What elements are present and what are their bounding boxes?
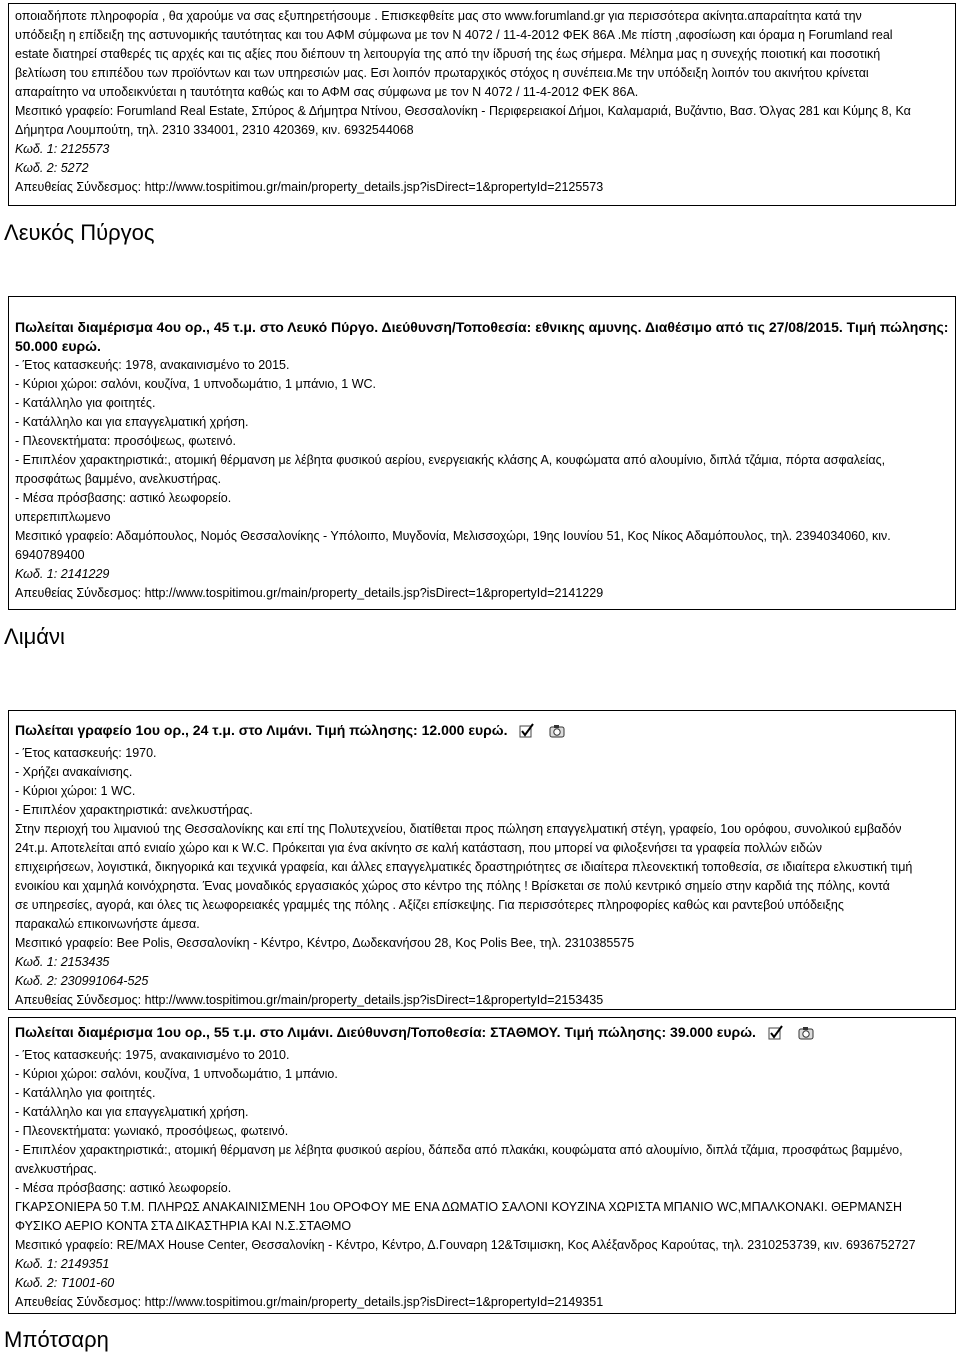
description-line: Στην περιοχή του λιμανιού της Θεσσαλονίκης και επί της Πολυτεχνείου, διατίθεται προς πώληση επαγγελματική στέγη, γραφείο, 1ου ορόφου, συνολικού εμβαδόν — [15, 821, 902, 836]
camera-icon[interactable] — [549, 724, 565, 743]
description-line: βελτίωση του επιπέδου των προϊόντων και των υπηρεσιών μας. Εσι λοιπόν πρωταρχικός στόχος η συνέπεια.Με την υπόδειξη λοιπόν του ακινήτου κρίνεται — [15, 66, 869, 80]
checkbox-icon[interactable] — [768, 1025, 784, 1046]
feature-line: - Μέσα πρόσβασης: αστικό λεωφορείο. — [15, 1180, 232, 1195]
feature-line: προσφάτως βαμμένο, ανελκυστήρας. — [15, 472, 222, 486]
direct-link[interactable]: Απευθείας Σύνδεσμος: http://www.tospitimou.gr/main/property_details.jsp?isDirect=1&propertyId=2141229 — [15, 586, 604, 600]
code-1: Κωδ. 1: 2149351 — [15, 1256, 110, 1271]
agency-line: Δήμητρα Λουμπούτη, τηλ. 2310 334001, 2310 420369, κιν. 6932544068 — [15, 123, 414, 137]
code-1: Κωδ. 1: 2141229 — [15, 567, 110, 581]
feature-line: - Επιπλέον χαρακτηριστικά: ανελκυστήρας. — [15, 802, 253, 817]
feature-line: - Πλεονεκτήματα: γωνιακό, προσόψεως, φωτεινό. — [15, 1123, 289, 1138]
agency-line: Μεσιτικό γραφείο: Bee Polis, Θεσσαλονίκη - Κέντρο, Κέντρο, Δωδεκανήσου 28, Κος Polis Bee, τηλ. 2310385575 — [15, 935, 635, 950]
feature-line: - Επιπλέον χαρακτηριστικά:, ατομική θέρμανση με λέβητα φυσικού αερίου, δάπεδα από πλακάκι, κουφώματα από αλουμίνιο, διπλά τζάμια, προσφάτως βαμμένο, — [15, 1142, 903, 1157]
feature-line: - Πλεονεκτήματα: προσόψεως, φωτεινό. — [15, 434, 236, 448]
listing-icons — [519, 723, 575, 744]
code-2: Κωδ. 2: 230991064-525 — [15, 973, 149, 988]
section-heading-botsari: Μπότσαρη — [4, 1327, 109, 1352]
feature-line: ανελκυστήρας. — [15, 1161, 97, 1176]
description-line: ενοικίου και χαμηλά κοινόχρηστα. Ένας μοναδικός εργασιακός χώρος στο κέντρο της πόλης ! Βρίσκεται σε πολύ κεντρικό σημείο στην καρδιά της πόλης, κοντά — [15, 878, 890, 893]
checkbox-icon[interactable] — [519, 723, 535, 744]
listing-title-text: Πωλείται γραφείο 1ου ορ., 24 τ.μ. στο Λιμάνι. Τιμή πώλησης: 12.000 ευρώ. — [15, 722, 508, 738]
listing-continued — [8, 3, 956, 206]
feature-line: - Κύριοι χώροι: σαλόνι, κουζίνα, 1 υπνοδωμάτιο, 1 μπάνιο, 1 WC. — [15, 377, 376, 391]
feature-line: - Έτος κατασκευής: 1970. — [15, 745, 157, 760]
listing-card — [8, 1017, 956, 1314]
description-line: ΦΥΣΙΚΟ ΑΕΡΙΟ ΚΟΝΤΑ ΣΤΑ ΔΙΚΑΣΤΗΡΙΑ ΚΑΙ Ν.Σ.ΣΤΑΘΜΟ — [15, 1218, 352, 1233]
camera-icon[interactable] — [798, 1026, 814, 1045]
feature-line: - Έτος κατασκευής: 1975, ανακαινισμένο το 2010. — [15, 1047, 290, 1062]
description-line: υπερεπιπλωμενο — [15, 510, 111, 524]
feature-line: - Επιπλέον χαρακτηριστικά:, ατομική θέρμανση με λέβητα φυσικού αερίου, ενεργειακής κλάσης Α, κουφώματα από αλουμίνιο, διπλά τζάμια, πόρτα ασφαλείας, — [15, 453, 886, 467]
feature-line: - Έτος κατασκευής: 1978, ανακαινισμένο το 2015. — [15, 358, 290, 372]
description-line: παρακαλώ επικοινωνήστε άμεσα. — [15, 916, 200, 931]
listing-icons — [768, 1025, 824, 1046]
feature-line: - Μέσα πρόσβασης: αστικό λεωφορείο. — [15, 491, 232, 505]
description-line: estate διατηρεί σταθερές τις αρχές και τις αξίες που διέπουν τη λειτουργία της από την ίδρυσή της έως σήμερα. Μέλημα μας η συνεχής ποιοτική και ποσοτική — [15, 47, 881, 61]
listing-card — [8, 710, 956, 1010]
listing-title — [15, 721, 955, 744]
feature-line: - Κατάλληλο για φοιτητές. — [15, 1085, 156, 1100]
feature-line: - Κατάλληλο και για επαγγελματική χρήση. — [15, 415, 249, 429]
section-heading-leukos-pyrgos: Λευκός Πύργος — [4, 220, 155, 245]
direct-link[interactable]: Απευθείας Σύνδεσμος: http://www.tospitimou.gr/main/property_details.jsp?isDirect=1&propertyId=2149351 — [15, 1294, 604, 1309]
description-line: οποιαδήποτε πληροφορία , θα χαρούμε να σας εξυπηρετήσουμε . Επισκεφθείτε μας στο www.forumland.gr για περισσότερα ακίνητα.απαραίτητα κατά την — [15, 9, 862, 23]
listing-card — [8, 296, 956, 610]
description-line: επιχειρήσεων, λογιστικά, δικηγορικά και τεχνικά γραφεία, και άλλες επαγγελματικές δραστηριότητες σε ιδιαίτερα πλεονεκτική τοποθεσία, σε ιδιαίτερα ελκυστική τιμή — [15, 859, 913, 874]
description-line: 24τ.μ. Αποτελείται από ενιαίο χώρο και κ W.C. Πρόκειται για ένα ακίνητο σε καλή κατάσταση, που μπορεί να φιλοξενήσει τα γραφεία πολλών ειδών — [15, 840, 823, 855]
code-2: Κωδ. 2: T1001-60 — [15, 1275, 115, 1290]
feature-line: - Κύριοι χώροι: σαλόνι, κουζίνα, 1 υπνοδωμάτιο, 1 μπάνιο. — [15, 1066, 338, 1081]
section-heading-limani: Λιμάνι — [4, 624, 65, 649]
direct-link[interactable]: Απευθείας Σύνδεσμος: http://www.tospitimou.gr/main/property_details.jsp?isDirect=1&propertyId=2125573 — [15, 180, 604, 194]
direct-link[interactable]: Απευθείας Σύνδεσμος: http://www.tospitimou.gr/main/property_details.jsp?isDirect=1&propertyId=2153435 — [15, 992, 604, 1007]
code-1: Κωδ. 1: 2153435 — [15, 954, 110, 969]
feature-line: - Κατάλληλο για φοιτητές. — [15, 396, 156, 410]
listing-title-text: Πωλείται διαμέρισμα 1ου ορ., 55 τ.μ. στο Λιμάνι. Διεύθυνση/Τοποθεσία: ΣΤΑΘΜΟΥ. Τιμή πώλησης: 39.000 ευρώ. — [15, 1024, 756, 1040]
listing-price: 50.000 ευρώ. — [15, 338, 101, 354]
listing-title: Πωλείται διαμέρισμα 4ου ορ., 45 τ.μ. στο Λευκό Πύργο. Διεύθυνση/Τοποθεσία: εθνικης αμυνης. Διαθέσιμο από τις 27/08/2015. Τιμή πώλησης: — [15, 319, 949, 335]
feature-line: - Κατάλληλο και για επαγγελματική χρήση. — [15, 1104, 249, 1119]
description-line: υπόδειξη η επίδειξη της αστυνομικής ταυτότητας και του ΑΦΜ σύμφωνα με τον Ν 4072 / 11-4-2012 ΦΕΚ 86Α .Με πίστη ,αφοσίωση και όραμα η Forumland real — [15, 28, 893, 42]
agency-line: Μεσιτικό γραφείο: RE/MAX House Center, Θεσσαλονίκη - Κέντρο, Κέντρο, Δ.Γουναρη 12&Τσιμισκη, Κος Αλέξανδρος Καρούτας, τηλ. 2310253739, κιν. 6936752727 — [15, 1237, 916, 1252]
feature-line: - Χρήζει ανακαίνισης. — [15, 764, 133, 779]
agency-line: 6940789400 — [15, 548, 85, 562]
feature-line: - Κύριοι χώροι: 1 WC. — [15, 783, 136, 798]
code-2: Κωδ. 2: 5272 — [15, 161, 89, 175]
description-line: σε υπηρεσίες, αγορά, και όλες τις λεωφορειακές γραμμές της πόλης . Αξίζει επίσκεψης. Για περισσότερες πληροφορίες καθώς και ραντεβού υπόδειξης — [15, 897, 844, 912]
listing-title — [15, 1023, 955, 1046]
description-line: απαραίτητο να υποδεικνύεται η ταυτότητα καθώς και το ΑΦΜ σας σύμφωνα με τον Ν 4072 / 11-4-2012 ΦΕΚ 86Α. — [15, 85, 639, 99]
agency-line: Μεσιτικό γραφείο: Αδαμόπουλος, Νομός Θεσσαλονίκης - Υπόλοιπο, Μυγδονία, Μελισσοχώρι, 19ης Ιουνίου 51, Κος Νίκος Αδαμόπουλος, τηλ. 2394034060, κιν. — [15, 529, 891, 543]
agency-line: Μεσιτικό γραφείο: Forumland Real Estate, Σπύρος & Δήμητρα Ντίνου, Θεσσαλονίκη - Περιφερειακοί Δήμοι, Καλαμαριά, Βυζάντιο, Βασ. Όλγας 281 και Κύμης 8, Κα — [15, 104, 911, 118]
code-1: Κωδ. 1: 2125573 — [15, 142, 110, 156]
description-line: ΓΚΑΡΣΟΝΙΕΡΑ 50 Τ.Μ. ΠΛΗΡΩΣ ΑΝΑΚΑΙΝΙΣΜΕΝΗ 1ου ΟΡΟΦΟΥ ΜΕ ΕΝΑ ΔΩΜΑΤΙΟ ΣΑΛΟΝΙ ΚΟΥΖΙΝΑ ΧΩΡΙΣΤΑ ΜΠΑΝΙΟ WC,ΜΠΑΛΚΟΝΑΚΙ. ΘΕΡΜΑΝΣΗ — [15, 1199, 903, 1214]
